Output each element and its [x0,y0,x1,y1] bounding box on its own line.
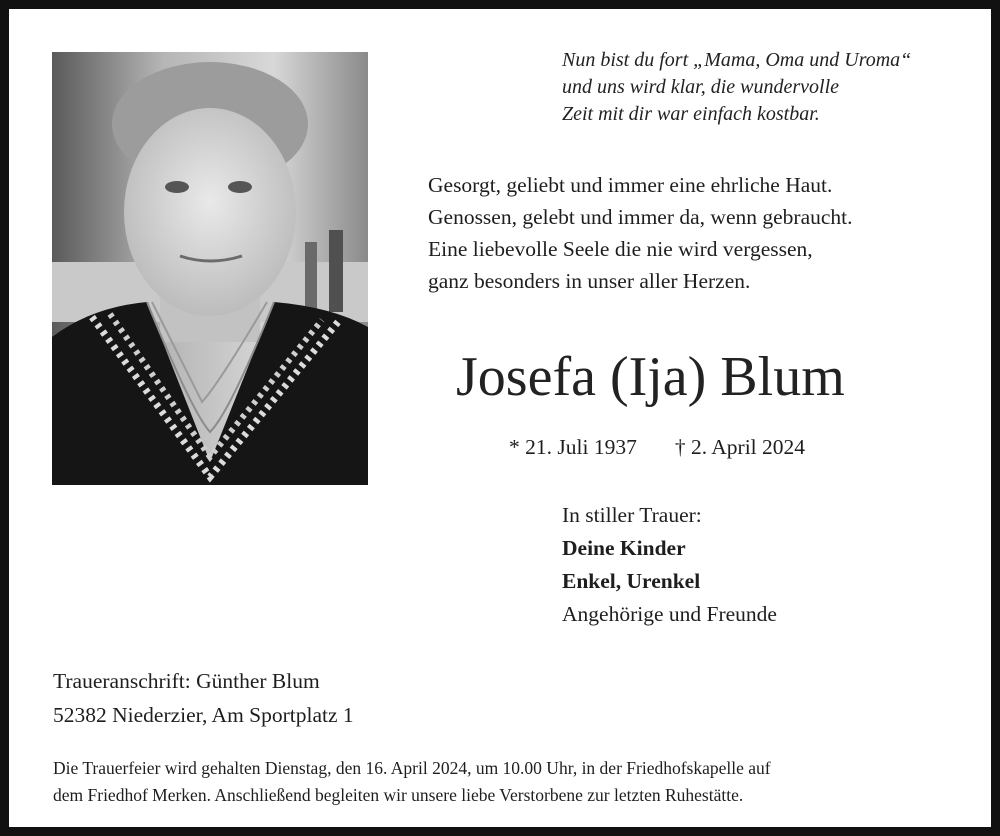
poem-line: und uns wird klar, die wundervolle [562,76,840,98]
memorial-verse [428,169,853,297]
mourner-grandchildren: Enkel, Urenkel [562,569,701,593]
deceased-name: Josefa (Ija) Blum [456,346,845,408]
mourner-children: Deine Kinder [562,536,686,560]
poem [562,47,911,128]
ceremony-line: dem Friedhof Merken. Anschließend begleiten wir unsere liebe Verstorbene zur letzten Ruhestätte. [53,785,744,805]
mourning-address [53,664,354,732]
address-line: 52382 Niederzier, Am Sportplatz 1 [53,703,354,727]
portrait-photo [52,52,368,485]
birth-date: * 21. Juli 1937 [509,435,637,459]
portrait-icon [52,52,368,485]
verse-line: ganz besonders in unser aller Herzen. [428,269,751,293]
ceremony-notice [53,755,973,809]
mourner-others: Angehörige und Freunde [562,602,777,626]
poem-line: Zeit mit dir war einfach kostbar. [562,103,820,125]
mourning-intro: In stiller Trauer: [562,503,702,527]
death-date: † 2. April 2024 [674,435,806,459]
verse-line: Eine liebevolle Seele die nie wird vergessen, [428,237,813,261]
address-line: Traueranschrift: Günther Blum [53,669,320,693]
verse-line: Genossen, gelebt und immer da, wenn gebraucht. [428,205,853,229]
ceremony-line: Die Trauerfeier wird gehalten Dienstag, den 16. April 2024, um 10.00 Uhr, in der Friedhofskapelle auf [53,758,771,778]
verse-line: Gesorgt, geliebt und immer eine ehrliche Haut. [428,173,833,197]
poem-line: Nun bist du fort „Mama, Oma und Uroma“ [562,49,912,71]
mourners-block [562,499,777,631]
life-dates [509,433,805,461]
